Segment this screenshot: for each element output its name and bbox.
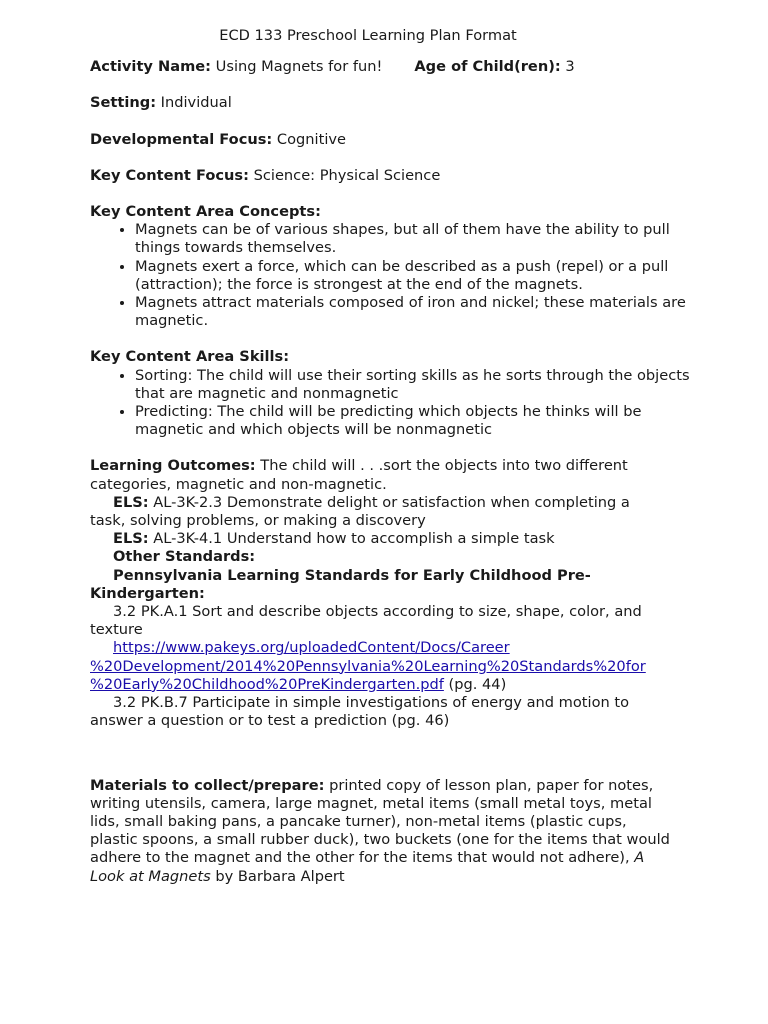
age-label: Age of Child(ren): bbox=[414, 58, 561, 76]
skill-item: • Predicting: The child will be predicting which objects he thinks will be magnetic and which objects will be nonmagnetic bbox=[135, 403, 690, 439]
book-title: A Look at Magnets bbox=[90, 849, 645, 885]
els-line-1 bbox=[90, 494, 665, 530]
content-focus-label: Key Content Focus: bbox=[90, 166, 249, 184]
setting-value: Individual bbox=[156, 94, 232, 112]
els-label: ELS: bbox=[113, 493, 149, 511]
book-author: by Barbara Alpert bbox=[210, 867, 345, 885]
concept-item: • Magnets exert a force, which can be described as a push (repel) or a pull (attraction); the force is strongest at the end of the magnets. bbox=[135, 258, 690, 294]
activity-label: Activity Name: bbox=[90, 58, 212, 76]
outcomes-line bbox=[90, 457, 665, 493]
skill-item: • Sorting: The child will use their sorting skills as he sorts through the objects that are magnetic and nonmagnetic bbox=[135, 367, 690, 403]
els-line-2 bbox=[90, 530, 665, 548]
materials-value: printed copy of lesson plan, paper for notes, writing utensils, camera, large magnet, metal items (small metal toys, metal lids, small baking pans, a pancake turner), non-metal items (plastic cups, plastic spoons, a small rubber duck), two buckets (one for the items that would adhere to the magnet and the other for the items that would not adhere), bbox=[90, 776, 670, 867]
els-value: AL-3K-4.1 Understand how to accomplish a simple task bbox=[148, 530, 555, 548]
els-value: AL-3K-2.3 Demonstrate delight or satisfaction when completing a task, solving problems, or making a discovery bbox=[90, 493, 630, 530]
document-content bbox=[90, 27, 690, 886]
content-focus-line bbox=[90, 167, 690, 185]
skills-heading: Key Content Area Skills: bbox=[90, 348, 290, 366]
standards-link-line bbox=[90, 639, 665, 694]
activity-line bbox=[90, 58, 690, 76]
focus-label: Developmental Focus: bbox=[90, 130, 273, 148]
other-standards-label: Other Standards: bbox=[113, 548, 256, 566]
focus-value: Cognitive bbox=[272, 130, 346, 148]
content-focus-value: Science: Physical Science bbox=[248, 166, 441, 184]
page-title: ECD 133 Preschool Learning Plan Format bbox=[219, 27, 517, 44]
pa-standards-label: Pennsylvania Learning Standards for Early Childhood Pre-Kindergarten: bbox=[90, 566, 591, 602]
skills-list bbox=[90, 367, 690, 440]
activity-value: Using Magnets for fun! bbox=[211, 58, 383, 76]
setting-label: Setting: bbox=[90, 94, 157, 112]
standard-pk-a-1: 3.2 PK.A.1 Sort and describe objects according to size, shape, color, and texture bbox=[90, 603, 642, 639]
concepts-heading: Key Content Area Concepts: bbox=[90, 203, 321, 221]
standards-link[interactable]: https://www.pakeys.org/uploadedContent/Docs/Career %20Development/2014%20Pennsylvania%20Learning%20Standards%20for %20Early%20Childhood%20PreKindergarten.pdf bbox=[90, 639, 646, 693]
materials-label: Materials to collect/prepare: bbox=[90, 776, 325, 794]
materials-paragraph bbox=[90, 777, 675, 886]
outcomes-value: The child will . . .sort the objects into two different categories, magnetic and non-magnetic. bbox=[90, 457, 628, 493]
els-label: ELS: bbox=[113, 530, 149, 548]
link-page-ref: (pg. 44) bbox=[443, 675, 507, 693]
focus-line bbox=[90, 131, 690, 149]
setting-line bbox=[90, 94, 690, 112]
outcomes-label: Learning Outcomes: bbox=[90, 457, 256, 475]
concepts-list bbox=[90, 221, 690, 330]
concept-item: • Magnets attract materials composed of iron and nickel; these materials are magnetic. bbox=[135, 294, 690, 330]
age-value: 3 bbox=[560, 58, 575, 76]
learning-outcomes-section bbox=[90, 457, 665, 730]
standard-pk-b-7: 3.2 PK.B.7 Participate in simple investigations of energy and motion to answer a question or to test a prediction (pg. 46) bbox=[90, 694, 630, 730]
concept-item: • Magnets can be of various shapes, but all of them have the ability to pull things towards themselves. bbox=[135, 221, 690, 257]
